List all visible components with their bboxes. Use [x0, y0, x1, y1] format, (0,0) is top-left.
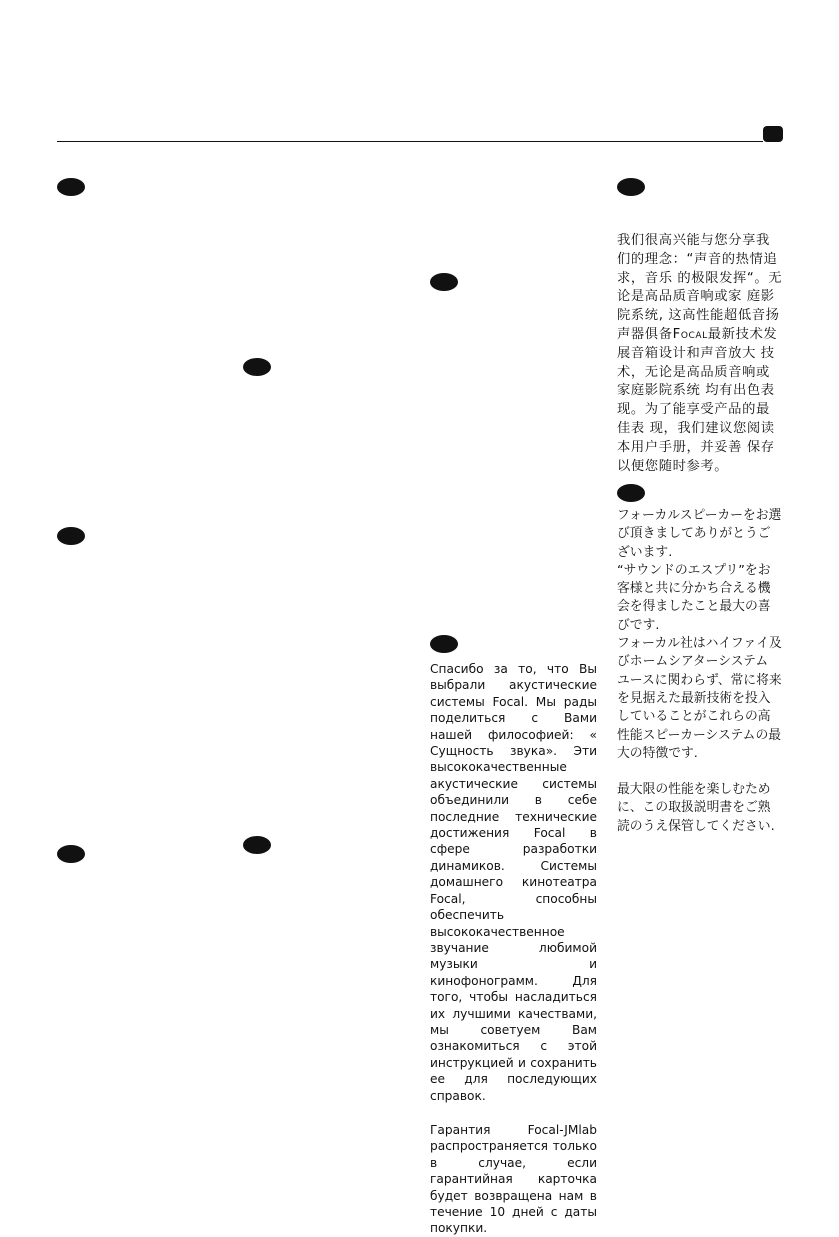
language-badge-japanese — [617, 484, 645, 502]
japanese-section — [617, 507, 783, 836]
language-badge-chinese — [617, 178, 645, 196]
chinese-paragraph — [617, 232, 783, 476]
language-badge-3 — [243, 358, 271, 376]
header-rule — [57, 141, 763, 142]
language-badge-6 — [243, 836, 271, 854]
brand-name: Focal — [672, 326, 708, 342]
russian-section — [430, 661, 597, 1237]
page-tab-marker — [763, 126, 783, 142]
language-badge-1 — [57, 178, 85, 196]
japanese-paragraph-1: フォーカルスピーカーをお選び頂きましてありがとうございます. “サウンドのエスプリ”をお客様と共に分かち合える機会を得ましたこと最大の喜びです. フォーカル社はハイファイ及びホームシアターシステム ユースに関わらず、常に将来を見据えた最新技術を投入していることがこれらの高性能スピーカーシステムの最大の特徴です. — [617, 508, 782, 761]
japanese-paragraph-2: 最大限の性能を楽しむために、この取扱説明書をご熟読のうえ保管してください. — [617, 782, 775, 834]
chinese-section — [617, 232, 783, 476]
language-badge-4 — [57, 527, 85, 545]
language-badge-5 — [57, 845, 85, 863]
language-badge-2 — [430, 273, 458, 291]
language-badge-russian — [430, 635, 458, 653]
russian-paragraph-1: Спасибо за то, что Вы выбрали акустические системы Focal. Мы рады поделиться с Вами нашей философией: « Сущность звука». Эти высококачественные акустические системы объединили в себе последние технические достижения Focal в сфере разработки динамиков. Системы домашнего кинотеатра Focal, способны обеспечить высококачественное звучание любимой музыки и кинофонограмм. Для того, чтобы насладиться их лучшими качествами, мы советуем Вам ознакомиться с этой инструкцией и сохранить ее для последующих справок. — [430, 662, 597, 1103]
chinese-text-a: 我们很高兴能与您分享我们的理念：“声音的热情追求，音乐 的极限发挥“。无论是高品质音响或家 庭影院系统, 这高性能超低音扬声器俱备 — [617, 233, 783, 342]
chinese-text-b: 最新技术发展音箱设计和声音放大 技术，无论是高品质音响或家庭影院系统 均有出色表现。为了能享受产品的最佳表 现，我们建议您阅读本用户手册，并妥善 保存以便您随时参考。 — [617, 326, 778, 474]
russian-paragraph-2: Гарантия Focal-JMlab распространяется только в случае, если гарантийная карточка будет возвращена нам в течение 10 дней с даты покупки. — [430, 1122, 597, 1236]
